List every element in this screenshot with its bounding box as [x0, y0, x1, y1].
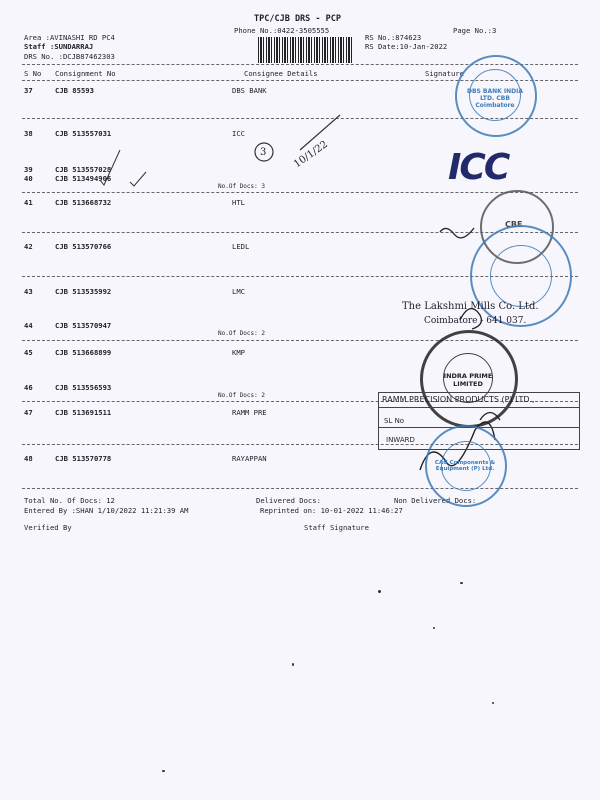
- no-of-docs: No.Of Docs: 3: [218, 183, 265, 190]
- drs-number: DRS No. :DCJB87462303: [24, 52, 115, 61]
- page-number: Page No.:3: [453, 26, 497, 35]
- row-sno: 43: [24, 287, 33, 296]
- verified-by: Verified By: [24, 523, 72, 532]
- row-consignment: CJB 85593: [55, 86, 94, 95]
- row-sno: 48: [24, 454, 33, 463]
- row-consignment: CJB 513570947: [55, 321, 112, 330]
- scan-speck: [378, 590, 381, 593]
- total-docs: Total No. Of Docs: 12: [24, 496, 115, 505]
- row-consignment: CJB 513570766: [55, 242, 112, 251]
- col-consignee: Consignee Details: [244, 69, 318, 78]
- row-sno: 39: [24, 165, 33, 174]
- staff-signature: Staff Signature: [304, 523, 369, 532]
- scan-speck: [492, 702, 494, 704]
- scan-speck: [162, 770, 165, 772]
- dbs-stamp-text: DBS BANK INDIA LTD. CBB Coimbatore: [466, 88, 524, 109]
- col-signature: Signature: [425, 69, 464, 78]
- document-title: TPC/CJB DRS - PCP: [254, 14, 341, 24]
- row-consignee: KMP: [232, 348, 245, 357]
- row-sno: 38: [24, 129, 33, 138]
- col-s-no: S No: [24, 69, 42, 78]
- row-sno: 41: [24, 198, 33, 207]
- row-consignment: CJB 513557031: [55, 129, 112, 138]
- row-consignee: ICC: [232, 129, 245, 138]
- row-consignment: CJB 513556593: [55, 383, 112, 392]
- row-sno: 40: [24, 174, 33, 183]
- delivered-docs: Delivered Docs:: [256, 496, 321, 505]
- phone-number: Phone No.:0422-3505555: [234, 26, 330, 35]
- row-sno: 42: [24, 242, 33, 251]
- col-consignment: Consignment No: [55, 69, 116, 78]
- row-consignee: RAYAPPAN: [232, 454, 267, 463]
- ramm-stamp-inward: INWARD: [386, 436, 415, 444]
- row-sno: 45: [24, 348, 33, 357]
- row-consignment: CJB 513535992: [55, 287, 112, 296]
- reprinted-on: Reprinted on: 10-01-2022 11:46:27: [260, 506, 403, 515]
- lakshmi-stamp: The Lakshmi Mills Co. Ltd.: [402, 301, 539, 312]
- area-label: Area :AVINASHI RD PC4: [24, 33, 115, 42]
- lakshmi-stamp-city: Coimbatore - 641 037.: [424, 316, 527, 326]
- row-consignee: RAMM PRE: [232, 408, 267, 417]
- handwritten-circle-number: 3: [260, 147, 267, 158]
- row-consignment: CJB 513668732: [55, 198, 112, 207]
- row-consignment: CJB 513668899: [55, 348, 112, 357]
- row-consignee: LMC: [232, 287, 245, 296]
- row-consignment: CJB 513570778: [55, 454, 112, 463]
- handwritten-date: 10/1/22: [292, 139, 330, 171]
- entered-by: Entered By :SHAN 1/10/2022 11:21:39 AM: [24, 506, 189, 515]
- rs-date: RS Date:10-Jan-2022: [365, 42, 448, 51]
- scan-speck: [292, 663, 294, 666]
- no-of-docs: No.Of Docs: 2: [218, 392, 265, 399]
- non-delivered-docs: Non Delivered Docs:: [394, 496, 477, 505]
- row-consignee: LEDL: [232, 242, 250, 251]
- icc-logo: ICC: [448, 147, 509, 188]
- cbe-stamp-text: CBE: [505, 220, 523, 229]
- row-consignment: CJB 513557028: [55, 165, 112, 174]
- row-sno: 46: [24, 383, 33, 392]
- staff-label: Staff :SUNDARRAJ: [24, 42, 94, 51]
- no-of-docs: No.Of Docs: 2: [218, 330, 265, 337]
- cag-stamp-text: CAG Components & Equipment (P) Ltd.: [434, 460, 496, 472]
- row-sno: 37: [24, 86, 33, 95]
- rs-number: RS No.:874623: [365, 33, 422, 42]
- row-consignee: HTL: [232, 198, 245, 207]
- scan-speck: [460, 582, 463, 584]
- row-sno: 44: [24, 321, 33, 330]
- indra-prime-text: INDRA PRIME LIMITED: [443, 372, 493, 388]
- row-consignment: CJB 513691511: [55, 408, 112, 417]
- row-consignment: CJB 513494906: [55, 174, 112, 183]
- row-consignee: DBS BANK: [232, 86, 267, 95]
- ramm-stamp-sl: SL No: [384, 417, 405, 425]
- row-sno: 47: [24, 408, 33, 417]
- scan-speck: [433, 627, 435, 629]
- ramm-stamp-title: RAMM PRECISION PRODUCTS (P) LTD.,: [382, 395, 535, 404]
